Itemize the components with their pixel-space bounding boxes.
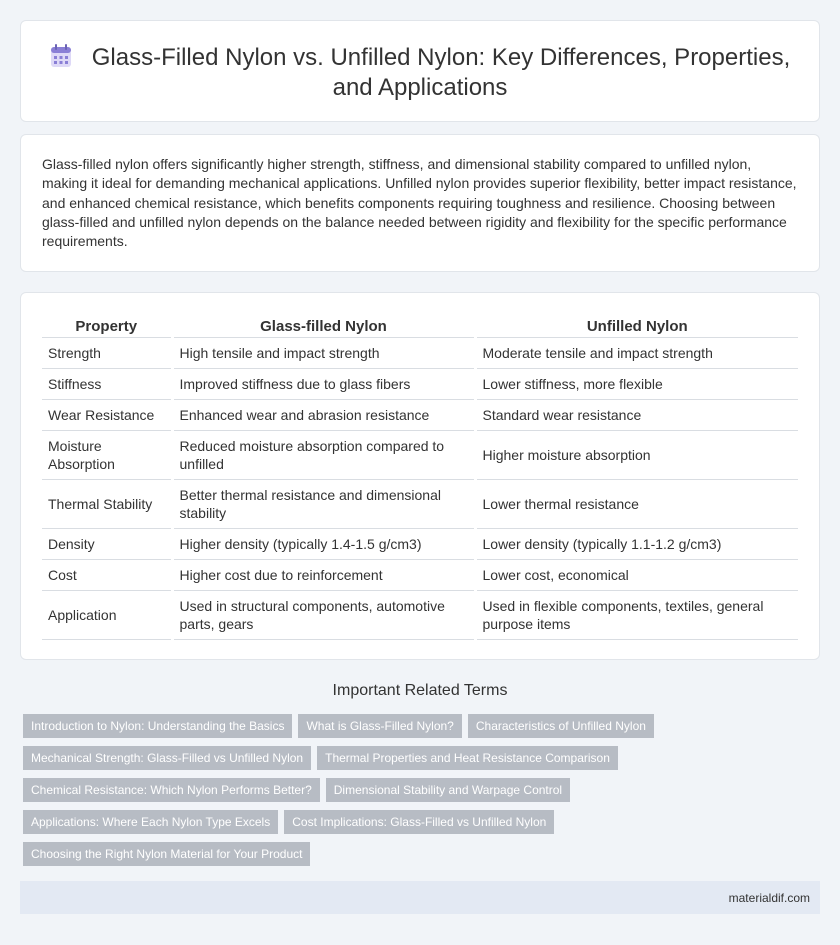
table-header-row: [42, 316, 798, 337]
related-term-tag[interactable]: Dimensional Stability and Warpage Control: [326, 778, 570, 802]
cell-unfilled: Lower density (typically 1.1-1.2 g/cm3): [475, 528, 798, 559]
cell-property: Moisture Absorption: [42, 430, 172, 479]
related-term-tag[interactable]: Thermal Properties and Heat Resistance Comparison: [317, 746, 618, 770]
cell-glass-filled: Higher density (typically 1.4-1.5 g/cm3): [172, 528, 475, 559]
related-term-tag[interactable]: Mechanical Strength: Glass-Filled vs Unfilled Nylon: [23, 746, 311, 770]
cell-property: Stiffness: [42, 368, 172, 399]
cell-property: Cost: [42, 559, 172, 590]
tag-row: [23, 714, 823, 738]
related-term-tag[interactable]: Chemical Resistance: Which Nylon Performs Better?: [23, 778, 320, 802]
header-property: Property: [42, 316, 172, 337]
cell-unfilled: Used in flexible components, textiles, general purpose items: [475, 590, 798, 639]
table-row: [42, 337, 798, 368]
cell-unfilled: Lower stiffness, more flexible: [475, 368, 798, 399]
comparison-table: [42, 316, 798, 640]
tag-row: [23, 778, 823, 802]
table-row: [42, 430, 798, 479]
cell-unfilled: Lower thermal resistance: [475, 479, 798, 528]
related-terms-title: Important Related Terms: [332, 682, 508, 699]
header-glass-filled: Glass-filled Nylon: [172, 316, 475, 337]
intro-card: [20, 134, 820, 272]
cell-unfilled: Moderate tensile and impact strength: [475, 337, 798, 368]
header-unfilled: Unfilled Nylon: [475, 316, 798, 337]
cell-glass-filled: Reduced moisture absorption compared to unfilled: [172, 430, 475, 479]
cell-property: Thermal Stability: [42, 479, 172, 528]
related-terms-tags: [23, 714, 823, 874]
cell-property: Wear Resistance: [42, 399, 172, 430]
cell-unfilled: Higher moisture absorption: [475, 430, 798, 479]
tag-row: [23, 842, 823, 866]
cell-property: Strength: [42, 337, 172, 368]
cell-property: Density: [42, 528, 172, 559]
cell-property: Application: [42, 590, 172, 639]
table-row: [42, 479, 798, 528]
related-term-tag[interactable]: Cost Implications: Glass-Filled vs Unfilled Nylon: [284, 810, 554, 834]
related-term-tag[interactable]: Applications: Where Each Nylon Type Excels: [23, 810, 278, 834]
calendar-icon: [50, 44, 72, 68]
intro-text: Glass-filled nylon offers significantly higher strength, stiffness, and dimensional stability compared to unfilled nylon, making it ideal for demanding mechanical applications. Unfilled nylon provides superior flexibility, better impact resistance, and enhanced chemical resistance, which benefits components requiring toughness and resilience. Choosing between glass-filled and unfilled nylon depends on the balance needed between rigidity and flexibility for the specific performance requirements.: [42, 156, 797, 250]
title-card: [20, 20, 820, 122]
cell-glass-filled: Better thermal resistance and dimensional stability: [172, 479, 475, 528]
table-row: [42, 528, 798, 559]
page-title: Glass-Filled Nylon vs. Unfilled Nylon: Key Differences, Properties, and Applications: [91, 44, 791, 101]
tag-row: [23, 746, 823, 770]
tag-row: [23, 810, 823, 834]
related-term-tag[interactable]: Characteristics of Unfilled Nylon: [468, 714, 654, 738]
related-term-tag[interactable]: What is Glass-Filled Nylon?: [298, 714, 461, 738]
footer: [20, 881, 820, 914]
cell-unfilled: Standard wear resistance: [475, 399, 798, 430]
cell-glass-filled: Enhanced wear and abrasion resistance: [172, 399, 475, 430]
table-row: [42, 368, 798, 399]
cell-glass-filled: Improved stiffness due to glass fibers: [172, 368, 475, 399]
footer-site-link[interactable]: materialdif.com: [728, 891, 810, 905]
related-term-tag[interactable]: Introduction to Nylon: Understanding the Basics: [23, 714, 292, 738]
cell-glass-filled: High tensile and impact strength: [172, 337, 475, 368]
cell-glass-filled: Higher cost due to reinforcement: [172, 559, 475, 590]
comparison-table-card: [20, 292, 820, 660]
cell-glass-filled: Used in structural components, automotive parts, gears: [172, 590, 475, 639]
related-term-tag[interactable]: Choosing the Right Nylon Material for Your Product: [23, 842, 310, 866]
table-row: [42, 559, 798, 590]
table-row: [42, 399, 798, 430]
table-row: [42, 590, 798, 639]
page-title-wrap: [21, 43, 819, 103]
cell-unfilled: Lower cost, economical: [475, 559, 798, 590]
